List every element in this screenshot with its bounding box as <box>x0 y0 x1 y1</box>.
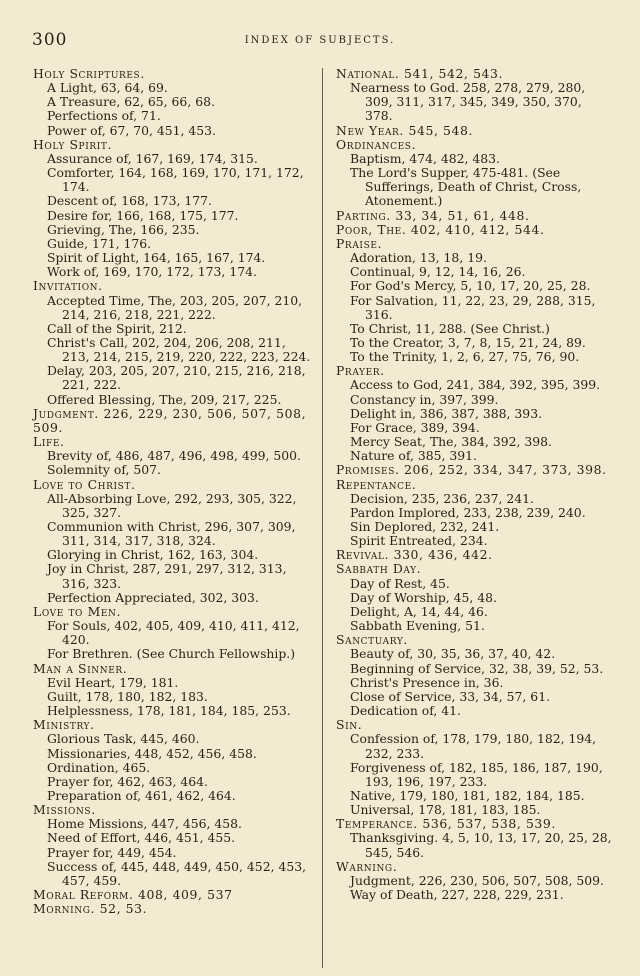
index-entry: Delay, 203, 205, 207, 210, 215, 216, 218, 221, 222. <box>47 363 306 393</box>
index-entry: To the Trinity, 1, 2, 6, 27, 75, 76, 90. <box>350 349 580 365</box>
index-entry: Communion with Christ, 296, 307, 309, 311, 314, 317, 318, 324. <box>47 519 296 549</box>
index-entry: Sabbath Evening, 51. <box>350 618 485 634</box>
index-entry: Missionaries, 448, 452, 456, 458. <box>47 745 257 761</box>
index-entry: Brevity of, 486, 487, 496, 498, 499, 500. <box>47 448 301 464</box>
running-title: INDEX OF SUBJECTS. <box>244 35 396 46</box>
index-heading: Love to Men. <box>33 603 122 619</box>
index-entry: Christ's Presence in, 36. <box>350 674 504 690</box>
index-entry: Perfection Appreciated, 302, 303. <box>47 589 259 605</box>
index-heading: National. 541, 542, 543. <box>336 66 504 81</box>
index-entry: Joy in Christ, 287, 291, 297, 312, 313, 316, 323. <box>47 561 287 591</box>
index-heading: Morning. 52, 53. <box>33 901 148 917</box>
index-entry: Offered Blessing, The, 209, 217, 225. <box>47 391 282 407</box>
index-entry: For Souls, 402, 405, 409, 410, 411, 412, 420. <box>47 618 300 648</box>
index-entry: Day of Worship, 45, 48. <box>350 589 497 605</box>
index-entry: Need of Effort, 446, 451, 455. <box>47 830 236 846</box>
index-heading: Invitation. <box>33 278 103 294</box>
index-entry: Prayer for, 449, 454. <box>47 844 177 860</box>
index-entry: Call of the Spirit, 212. <box>47 320 187 336</box>
index-entry: Adoration, 13, 18, 19. <box>350 250 487 266</box>
index-entry: Judgment, 226, 230, 506, 507, 508, 509. <box>350 872 604 888</box>
index-heading: Temperance. 536, 537, 538, 539. <box>336 816 556 832</box>
index-entry: Spirit of Light, 164, 165, 167, 174. <box>47 250 266 266</box>
index-entry: To Christ, 11, 288. (See Christ.) <box>350 320 550 336</box>
index-entry: Accepted Time, The, 203, 205, 207, 210, 214, 216, 218, 221, 222. <box>47 292 303 322</box>
index-entry: Assurance of, 167, 169, 174, 315. <box>47 150 258 166</box>
index-heading: Holy Spirit. <box>33 136 113 152</box>
index-entry: Baptism, 474, 482, 483. <box>350 150 500 166</box>
index-entry: Spirit Entreated, 234. <box>350 533 488 549</box>
page-number: 300 <box>32 30 68 50</box>
index-entry: Nature of, 385, 391. <box>350 448 477 464</box>
index-entry: Home Missions, 447, 456, 458. <box>47 816 242 832</box>
index-entry: Close of Service, 33, 34, 57, 61. <box>350 688 551 704</box>
index-entry: Beginning of Service, 32, 38, 39, 52, 53. <box>350 660 604 676</box>
index-entry: Guide, 171, 176. <box>47 235 152 251</box>
index-entry: Work of, 169, 170, 172, 173, 174. <box>47 264 257 280</box>
column-divider <box>322 68 323 968</box>
index-heading: Poor, The. 402, 410, 412, 544. <box>336 221 545 237</box>
index-entry: For Salvation, 11, 22, 23, 29, 288, 315, 316. <box>350 292 596 322</box>
index-heading: Man a Sinner. <box>33 660 128 676</box>
index-entry: Native, 179, 180, 181, 182, 184, 185. <box>350 787 585 803</box>
index-entry: Guilt, 178, 180, 182, 183. <box>47 688 208 704</box>
index-heading: Ministry. <box>33 717 95 733</box>
index-entry: Ordination, 465. <box>47 759 151 775</box>
index-entry: Evil Heart, 179, 181. <box>47 674 179 690</box>
page-header <box>32 30 608 50</box>
index-entry: Constancy in, 397, 399. <box>350 391 499 407</box>
index-entry: Delight in, 386, 387, 388, 393. <box>350 405 543 421</box>
index-entry: Christ's Call, 202, 204, 206, 208, 211, 213, 214, 215, 219, 220, 222, 223, 224. <box>47 334 311 365</box>
index-heading: Prayer. <box>336 363 385 379</box>
index-heading: Revival. 330, 436, 442. <box>336 547 493 563</box>
index-entry: Universal, 178, 181, 183, 185. <box>350 802 541 818</box>
index-heading: Promises. 206, 252, 334, 347, 373, 398. <box>336 462 607 478</box>
index-entry: For God's Mercy, 5, 10, 17, 20, 25, 28. <box>350 278 591 294</box>
index-heading: Missions. <box>33 802 96 818</box>
index-entry: Delight, A, 14, 44, 46. <box>350 603 488 619</box>
index-entry: The Lord's Supper, 475-481. (See Sufferings, Death of Christ, Cross, Atonement.) <box>350 165 582 209</box>
index-entry: Way of Death, 227, 228, 229, 231. <box>350 887 564 903</box>
index-entry: Descent of, 168, 173, 177. <box>47 193 212 209</box>
index-entry: Grieving, The, 166, 235. <box>47 221 200 237</box>
index-entry: For Brethren. (See Church Fellowship.) <box>47 646 296 662</box>
index-entry: Perfections of, 71. <box>47 108 161 124</box>
index-entry: Thanksgiving. 4, 5, 10, 13, 17, 20, 25, 28, 545, 546. <box>350 830 612 860</box>
index-entry: Prayer for, 462, 463, 464. <box>47 773 208 789</box>
index-entry: Sin Deplored, 232, 241. <box>350 519 500 534</box>
index-heading: Parting. 33, 34, 51, 61, 448. <box>336 207 530 223</box>
index-entry: Glorious Task, 445, 460. <box>47 731 200 747</box>
index-heading: Warning. <box>336 858 398 874</box>
index-entry: Nearness to God. 258, 278, 279, 280, 309, 311, 317, 345, 349, 350, 370, 378. <box>350 80 586 124</box>
index-entry: Forgiveness of, 182, 185, 186, 187, 190, 193, 196, 197, 233. <box>350 759 603 789</box>
index-entry: A Light, 63, 64, 69. <box>47 80 168 96</box>
index-entry: Beauty of, 30, 35, 36, 37, 40, 42. <box>350 646 556 662</box>
index-entry: Solemnity of, 507. <box>47 462 161 478</box>
index-entry: Preparation of, 461, 462, 464. <box>47 787 236 803</box>
index-entry: Comforter, 164, 168, 169, 170, 171, 172, 174. <box>47 165 304 195</box>
index-entry: Access to God, 241, 384, 392, 395, 399. <box>350 377 601 393</box>
index-entry: For Grace, 389, 394. <box>350 419 480 435</box>
index-entry: Pardon Implored, 233, 238, 239, 240. <box>350 504 586 520</box>
index-heading: Repentance. <box>336 476 417 492</box>
index-entry: Power of, 67, 70, 451, 453. <box>47 122 216 138</box>
index-entry: Success of, 445, 448, 449, 450, 452, 453, 457, 459. <box>47 858 307 888</box>
index-heading: Sanctuary. <box>336 632 408 648</box>
index-entry: Day of Rest, 45. <box>350 575 450 591</box>
index-heading: Love to Christ. <box>33 476 136 492</box>
index-heading: Life. <box>33 434 65 450</box>
index-heading: New Year. 545, 548. <box>336 122 474 138</box>
index-heading: Judgment. 226, 229, 230, 506, 507, 508, 509. <box>33 405 307 435</box>
index-entry: Continual, 9, 12, 14, 16, 26. <box>350 264 526 280</box>
index-entry: To the Creator, 3, 7, 8, 15, 21, 24, 89. <box>350 334 586 350</box>
index-heading: Sin. <box>336 717 363 733</box>
index-heading: Ordinances. <box>336 136 417 152</box>
index-entry: Dedication of, 41. <box>350 703 461 719</box>
index-heading: Sabbath Day. <box>336 561 422 577</box>
index-entry: Confession of, 178, 179, 180, 182, 194, 232, 233. <box>350 731 597 761</box>
index-entry: All-Absorbing Love, 292, 293, 305, 322, 325, 327. <box>47 490 297 520</box>
index-column-right <box>336 67 612 902</box>
index-entry: Decision, 235, 236, 237, 241. <box>350 490 534 506</box>
index-entry: Mercy Seat, The, 384, 392, 398. <box>350 434 552 450</box>
index-entry: Desire for, 166, 168, 175, 177. <box>47 207 239 223</box>
index-entry: Helplessness, 178, 181, 184, 185, 253. <box>47 703 291 719</box>
index-heading: Praise. <box>336 235 383 251</box>
index-entry: Glorying in Christ, 162, 163, 304. <box>47 547 259 563</box>
index-column-left <box>33 67 316 916</box>
index-heading: Moral Reform. 408, 409, 537 <box>33 887 233 903</box>
index-heading: Holy Scriptures. <box>33 66 145 81</box>
index-entry: A Treasure, 62, 65, 66, 68. <box>47 94 215 110</box>
